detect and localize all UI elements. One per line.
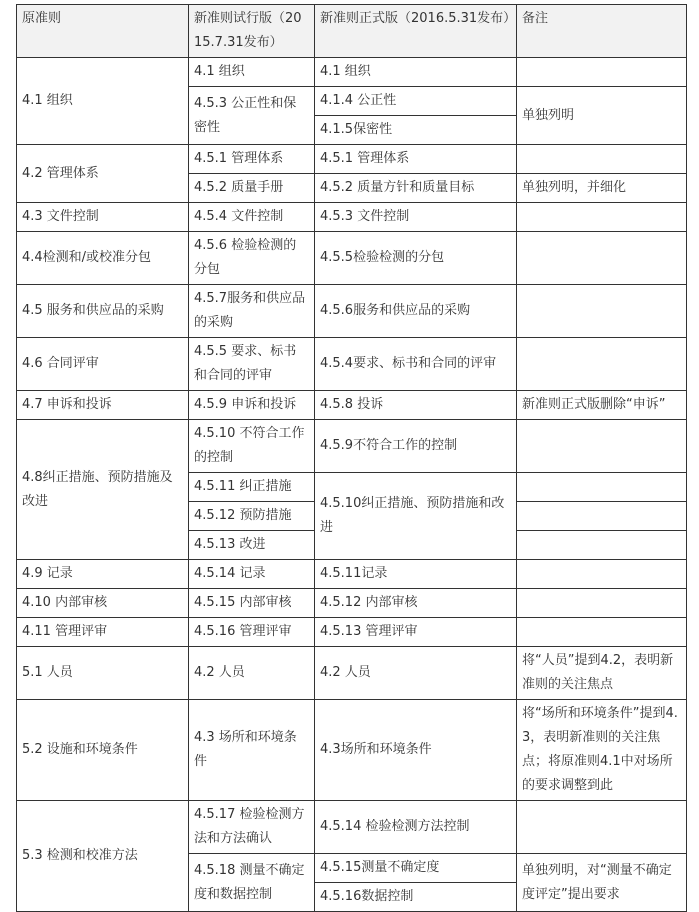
note-cell: 将“人员”提到4.2，表明新准则的关注焦点 xyxy=(517,647,687,700)
table-row xyxy=(17,560,687,589)
trial-cell: 4.5.2 质量手册 xyxy=(189,174,315,203)
table-row xyxy=(17,145,687,174)
note-cell xyxy=(517,473,687,502)
formal-cell: 4.5.14 检验检测方法控制 xyxy=(315,801,517,854)
formal-cell: 4.5.9不符合工作的控制 xyxy=(315,420,517,473)
trial-cell: 4.5.12 预防措施 xyxy=(189,502,315,531)
formal-cell: 4.5.15测量不确定度 xyxy=(315,854,517,883)
header-trial: 新准则试行版（2015.7.31发布） xyxy=(189,5,315,58)
table-header-row xyxy=(17,5,687,58)
note-cell: 单独列明 xyxy=(517,87,687,145)
note-cell xyxy=(517,502,687,531)
formal-cell: 4.5.4要求、标书和合同的评审 xyxy=(315,338,517,391)
note-cell: 将“场所和环境条件”提到4.3，表明新准则的关注焦点；将原准则4.1中对场所的要求调整到此 xyxy=(517,700,687,801)
trial-cell: 4.5.6 检验检测的分包 xyxy=(189,232,315,285)
orig-cell: 4.2 管理体系 xyxy=(17,145,189,203)
formal-cell: 4.5.12 内部审核 xyxy=(315,589,517,618)
note-cell xyxy=(517,801,687,854)
standards-comparison-table xyxy=(16,4,687,912)
formal-cell: 4.5.5检验检测的分包 xyxy=(315,232,517,285)
header-formal: 新准则正式版（2016.5.31发布） xyxy=(315,5,517,58)
orig-cell: 5.2 设施和环境条件 xyxy=(17,700,189,801)
comparison-table-container xyxy=(16,4,687,912)
orig-cell: 4.8纠正措施、预防措施及改进 xyxy=(17,420,189,560)
trial-cell: 4.5.15 内部审核 xyxy=(189,589,315,618)
trial-cell: 4.5.10 不符合工作的控制 xyxy=(189,420,315,473)
note-cell xyxy=(517,285,687,338)
header-note: 备注 xyxy=(517,5,687,58)
trial-cell: 4.5.14 记录 xyxy=(189,560,315,589)
table-row xyxy=(17,618,687,647)
note-cell xyxy=(517,531,687,560)
note-cell xyxy=(517,589,687,618)
formal-cell: 4.1.4 公正性 xyxy=(315,87,517,116)
trial-cell: 4.5.7服务和供应品的采购 xyxy=(189,285,315,338)
orig-cell: 4.7 申诉和投诉 xyxy=(17,391,189,420)
orig-cell: 4.11 管理评审 xyxy=(17,618,189,647)
table-row xyxy=(17,338,687,391)
trial-cell: 4.5.3 公正性和保密性 xyxy=(189,87,315,145)
table-row xyxy=(17,589,687,618)
orig-cell: 5.3 检测和校准方法 xyxy=(17,801,189,912)
trial-cell: 4.5.16 管理评审 xyxy=(189,618,315,647)
formal-cell: 4.5.16数据控制 xyxy=(315,883,517,912)
table-row xyxy=(17,203,687,232)
trial-cell: 4.5.9 申诉和投诉 xyxy=(189,391,315,420)
note-cell xyxy=(517,232,687,285)
orig-cell: 4.5 服务和供应品的采购 xyxy=(17,285,189,338)
trial-cell: 4.5.1 管理体系 xyxy=(189,145,315,174)
note-cell xyxy=(517,145,687,174)
formal-cell: 4.3场所和环境条件 xyxy=(315,700,517,801)
trial-cell: 4.5.4 文件控制 xyxy=(189,203,315,232)
formal-cell: 4.5.11记录 xyxy=(315,560,517,589)
orig-cell: 4.3 文件控制 xyxy=(17,203,189,232)
note-cell xyxy=(517,203,687,232)
formal-cell: 4.5.10纠正措施、预防措施和改进 xyxy=(315,473,517,560)
formal-cell: 4.5.1 管理体系 xyxy=(315,145,517,174)
formal-cell: 4.5.3 文件控制 xyxy=(315,203,517,232)
note-cell xyxy=(517,560,687,589)
note-cell xyxy=(517,618,687,647)
note-cell xyxy=(517,58,687,87)
trial-cell: 4.5.11 纠正措施 xyxy=(189,473,315,502)
formal-cell: 4.5.13 管理评审 xyxy=(315,618,517,647)
table-row xyxy=(17,285,687,338)
trial-cell: 4.5.5 要求、标书和合同的评审 xyxy=(189,338,315,391)
trial-cell: 4.1 组织 xyxy=(189,58,315,87)
formal-cell: 4.5.6服务和供应品的采购 xyxy=(315,285,517,338)
formal-cell: 4.2 人员 xyxy=(315,647,517,700)
trial-cell: 4.5.17 检验检测方法和方法确认 xyxy=(189,801,315,854)
table-row xyxy=(17,801,687,854)
trial-cell: 4.5.13 改进 xyxy=(189,531,315,560)
note-cell: 单独列明，并细化 xyxy=(517,174,687,203)
formal-cell: 4.1 组织 xyxy=(315,58,517,87)
table-row xyxy=(17,420,687,473)
trial-cell: 4.5.18 测量不确定度和数据控制 xyxy=(189,854,315,912)
orig-cell: 4.1 组织 xyxy=(17,58,189,145)
table-row xyxy=(17,391,687,420)
orig-cell: 4.4检测和/或校准分包 xyxy=(17,232,189,285)
orig-cell: 4.10 内部审核 xyxy=(17,589,189,618)
table-row xyxy=(17,58,687,87)
orig-cell: 5.1 人员 xyxy=(17,647,189,700)
formal-cell: 4.5.2 质量方针和质量目标 xyxy=(315,174,517,203)
table-row xyxy=(17,700,687,801)
trial-cell: 4.3 场所和环境条件 xyxy=(189,700,315,801)
table-row xyxy=(17,232,687,285)
orig-cell: 4.6 合同评审 xyxy=(17,338,189,391)
orig-cell: 4.9 记录 xyxy=(17,560,189,589)
formal-cell: 4.5.8 投诉 xyxy=(315,391,517,420)
note-cell xyxy=(517,420,687,473)
note-cell: 新准则正式版删除“申诉” xyxy=(517,391,687,420)
trial-cell: 4.2 人员 xyxy=(189,647,315,700)
header-original: 原准则 xyxy=(17,5,189,58)
note-cell: 单独列明，对“测量不确定度评定”提出要求 xyxy=(517,854,687,912)
table-row xyxy=(17,647,687,700)
note-cell xyxy=(517,338,687,391)
formal-cell: 4.1.5保密性 xyxy=(315,116,517,145)
